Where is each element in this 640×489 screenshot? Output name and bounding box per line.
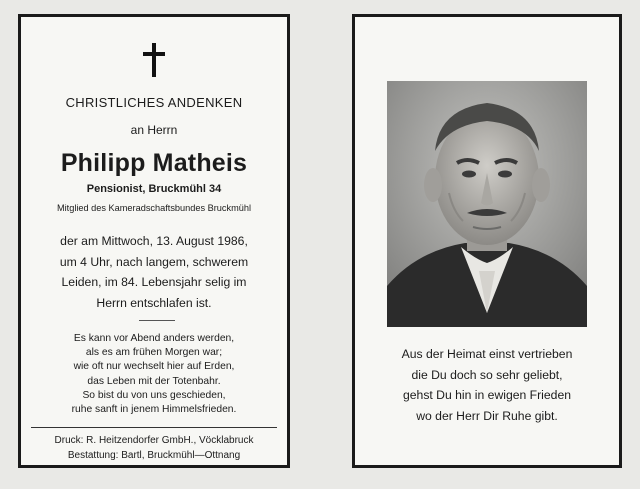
deceased-name: Philipp Matheis	[60, 149, 248, 177]
obituary-line: der am Mittwoch, 13. August 1986,	[60, 234, 248, 248]
card-heading: CHRISTLICHES ANDENKEN	[65, 95, 243, 110]
poem	[21, 332, 287, 417]
poem-line: wie oft nur wechselt hier auf Erden,	[73, 361, 235, 373]
cross-icon	[21, 43, 287, 77]
poem-line: So bist du von uns geschieden,	[82, 389, 226, 401]
memorial-card-left	[18, 14, 290, 468]
memorial-card-right	[352, 14, 622, 468]
poem-line: Es kann vor Abend anders werden,	[73, 333, 235, 344]
obituary-line: Herrn entschlafen ist.	[96, 295, 212, 310]
portrait-photo	[387, 81, 587, 327]
printer-line: Druck: R. Heitzendorfer GmbH., Vöcklabruck	[54, 435, 254, 446]
membership-line: Mitglied des Kameradschaftsbundes Bruckmühl	[56, 203, 252, 213]
obituary-line: um 4 Uhr, nach langem, schwerem	[59, 254, 249, 269]
poem-line: als es am frühen Morgen war;	[85, 347, 223, 359]
verse	[355, 344, 619, 426]
poem-line: ruhe sanft in jenem Himmelsfrieden.	[71, 404, 237, 416]
footer-divider	[31, 427, 277, 428]
separator-line	[139, 320, 175, 321]
verse-line: Aus der Heimat einst vertrieben	[401, 347, 573, 361]
funeral-home-line: Bestattung: Bartl, Bruckmühl—Ottnang	[67, 450, 241, 461]
verse-line: die Du doch so sehr geliebt,	[411, 367, 563, 382]
obituary-line: Leiden, im 84. Lebensjahr selig im	[61, 275, 247, 289]
verse-line: wo der Herr Dir Ruhe gibt.	[416, 408, 558, 423]
poem-line: das Leben mit der Totenbahr.	[87, 375, 221, 387]
occupation-line: Pensionist, Bruckmühl 34	[86, 183, 222, 195]
obituary-text	[21, 231, 287, 313]
verse-line: gehst Du hin in ewigen Frieden	[402, 388, 572, 402]
dedication-line: an Herrn	[130, 123, 178, 137]
footer	[21, 433, 287, 463]
